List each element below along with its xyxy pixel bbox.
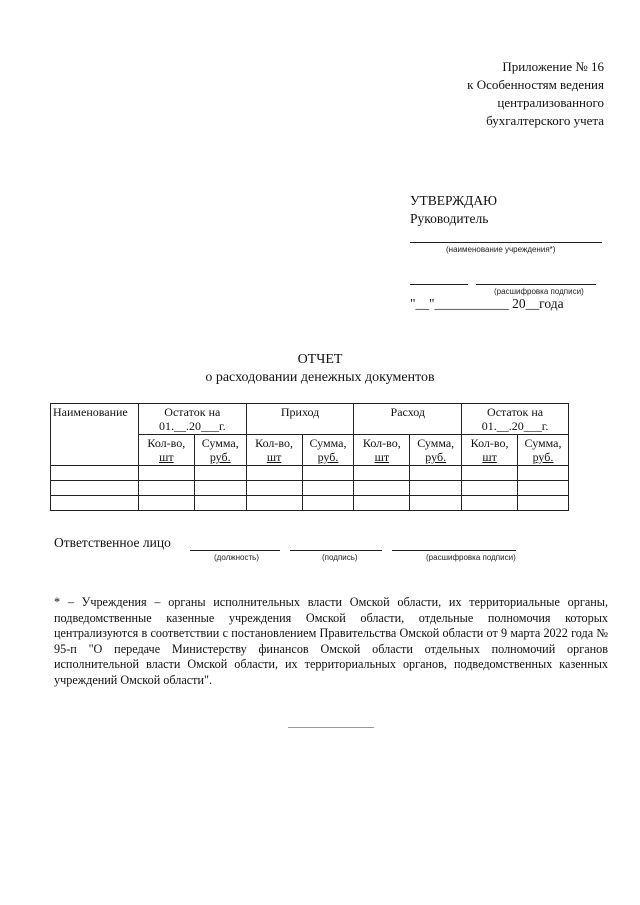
appendix-line-4: бухгалтерского учета xyxy=(486,113,604,128)
position-line xyxy=(190,550,280,551)
table-header-row xyxy=(51,404,569,435)
signature-line xyxy=(290,550,382,551)
appendix-line-1: Приложение № 16 xyxy=(502,59,604,74)
footnote: * – Учреждения – органы исполнительных власти Омской области, их территориальные органы, подведомственные казенные учреждения Омской области, отдельные полномочия которых централизуются в соответствии с постановлением Правительства Омской области от 9 марта 2022 года № 95-п "О передаче Министерству финансов Омской области отдельных полномочий органов исполнительной власти Омской области, их территориальных органов, подведомственных казенных учреждений Омской области". xyxy=(54,595,608,687)
org-name-line xyxy=(410,242,602,243)
approval-block xyxy=(410,192,497,228)
report-table xyxy=(50,403,569,511)
report-title: ОТЧЕТ xyxy=(297,352,343,367)
approval-date: "__"___________ 20__года xyxy=(410,296,564,311)
report-subtitle: о расходовании денежных документов xyxy=(205,370,435,385)
header-opening-balance: Остаток на 01.__.20___г. xyxy=(138,404,246,435)
signature-decode-caption: (расшифровка подписи) xyxy=(494,287,584,296)
subheader-qty: Кол-во, шт xyxy=(462,435,518,466)
table-row xyxy=(51,496,569,511)
signature-decode-line xyxy=(476,284,596,285)
org-name-caption: (наименование учреждения*) xyxy=(446,245,556,254)
decode-line xyxy=(392,550,516,551)
subheader-qty: Кол-во, шт xyxy=(354,435,410,466)
subheader-sum: Сумма, руб. xyxy=(194,435,246,466)
subheader-qty: Кол-во, шт xyxy=(138,435,194,466)
subheader-qty: Кол-во, шт xyxy=(246,435,302,466)
subheader-sum: Сумма, руб. xyxy=(517,435,568,466)
decode-caption: (расшифровка подписи) xyxy=(426,553,516,562)
header-income: Приход xyxy=(246,404,354,435)
appendix-line-2: к Особенностям ведения xyxy=(467,77,604,92)
appendix-line-3: централизованного xyxy=(497,95,604,110)
header-name: Наименование xyxy=(51,404,139,466)
responsible-label: Ответственное лицо xyxy=(54,535,171,550)
signature-line xyxy=(410,284,468,285)
subheader-sum: Сумма, руб. xyxy=(302,435,354,466)
header-closing-balance: Остаток на 01.__.20___г. xyxy=(462,404,569,435)
approve-label: УТВЕРЖДАЮ xyxy=(410,193,498,208)
header-expense: Расход xyxy=(354,404,462,435)
appendix-header xyxy=(467,58,604,130)
position-caption: (должность) xyxy=(214,553,259,562)
table-row xyxy=(51,481,569,496)
bottom-separator xyxy=(288,727,374,728)
table-row xyxy=(51,466,569,481)
signature-caption: (подпись) xyxy=(322,553,358,562)
subheader-sum: Сумма, руб. xyxy=(410,435,462,466)
head-label: Руководитель xyxy=(410,211,489,226)
